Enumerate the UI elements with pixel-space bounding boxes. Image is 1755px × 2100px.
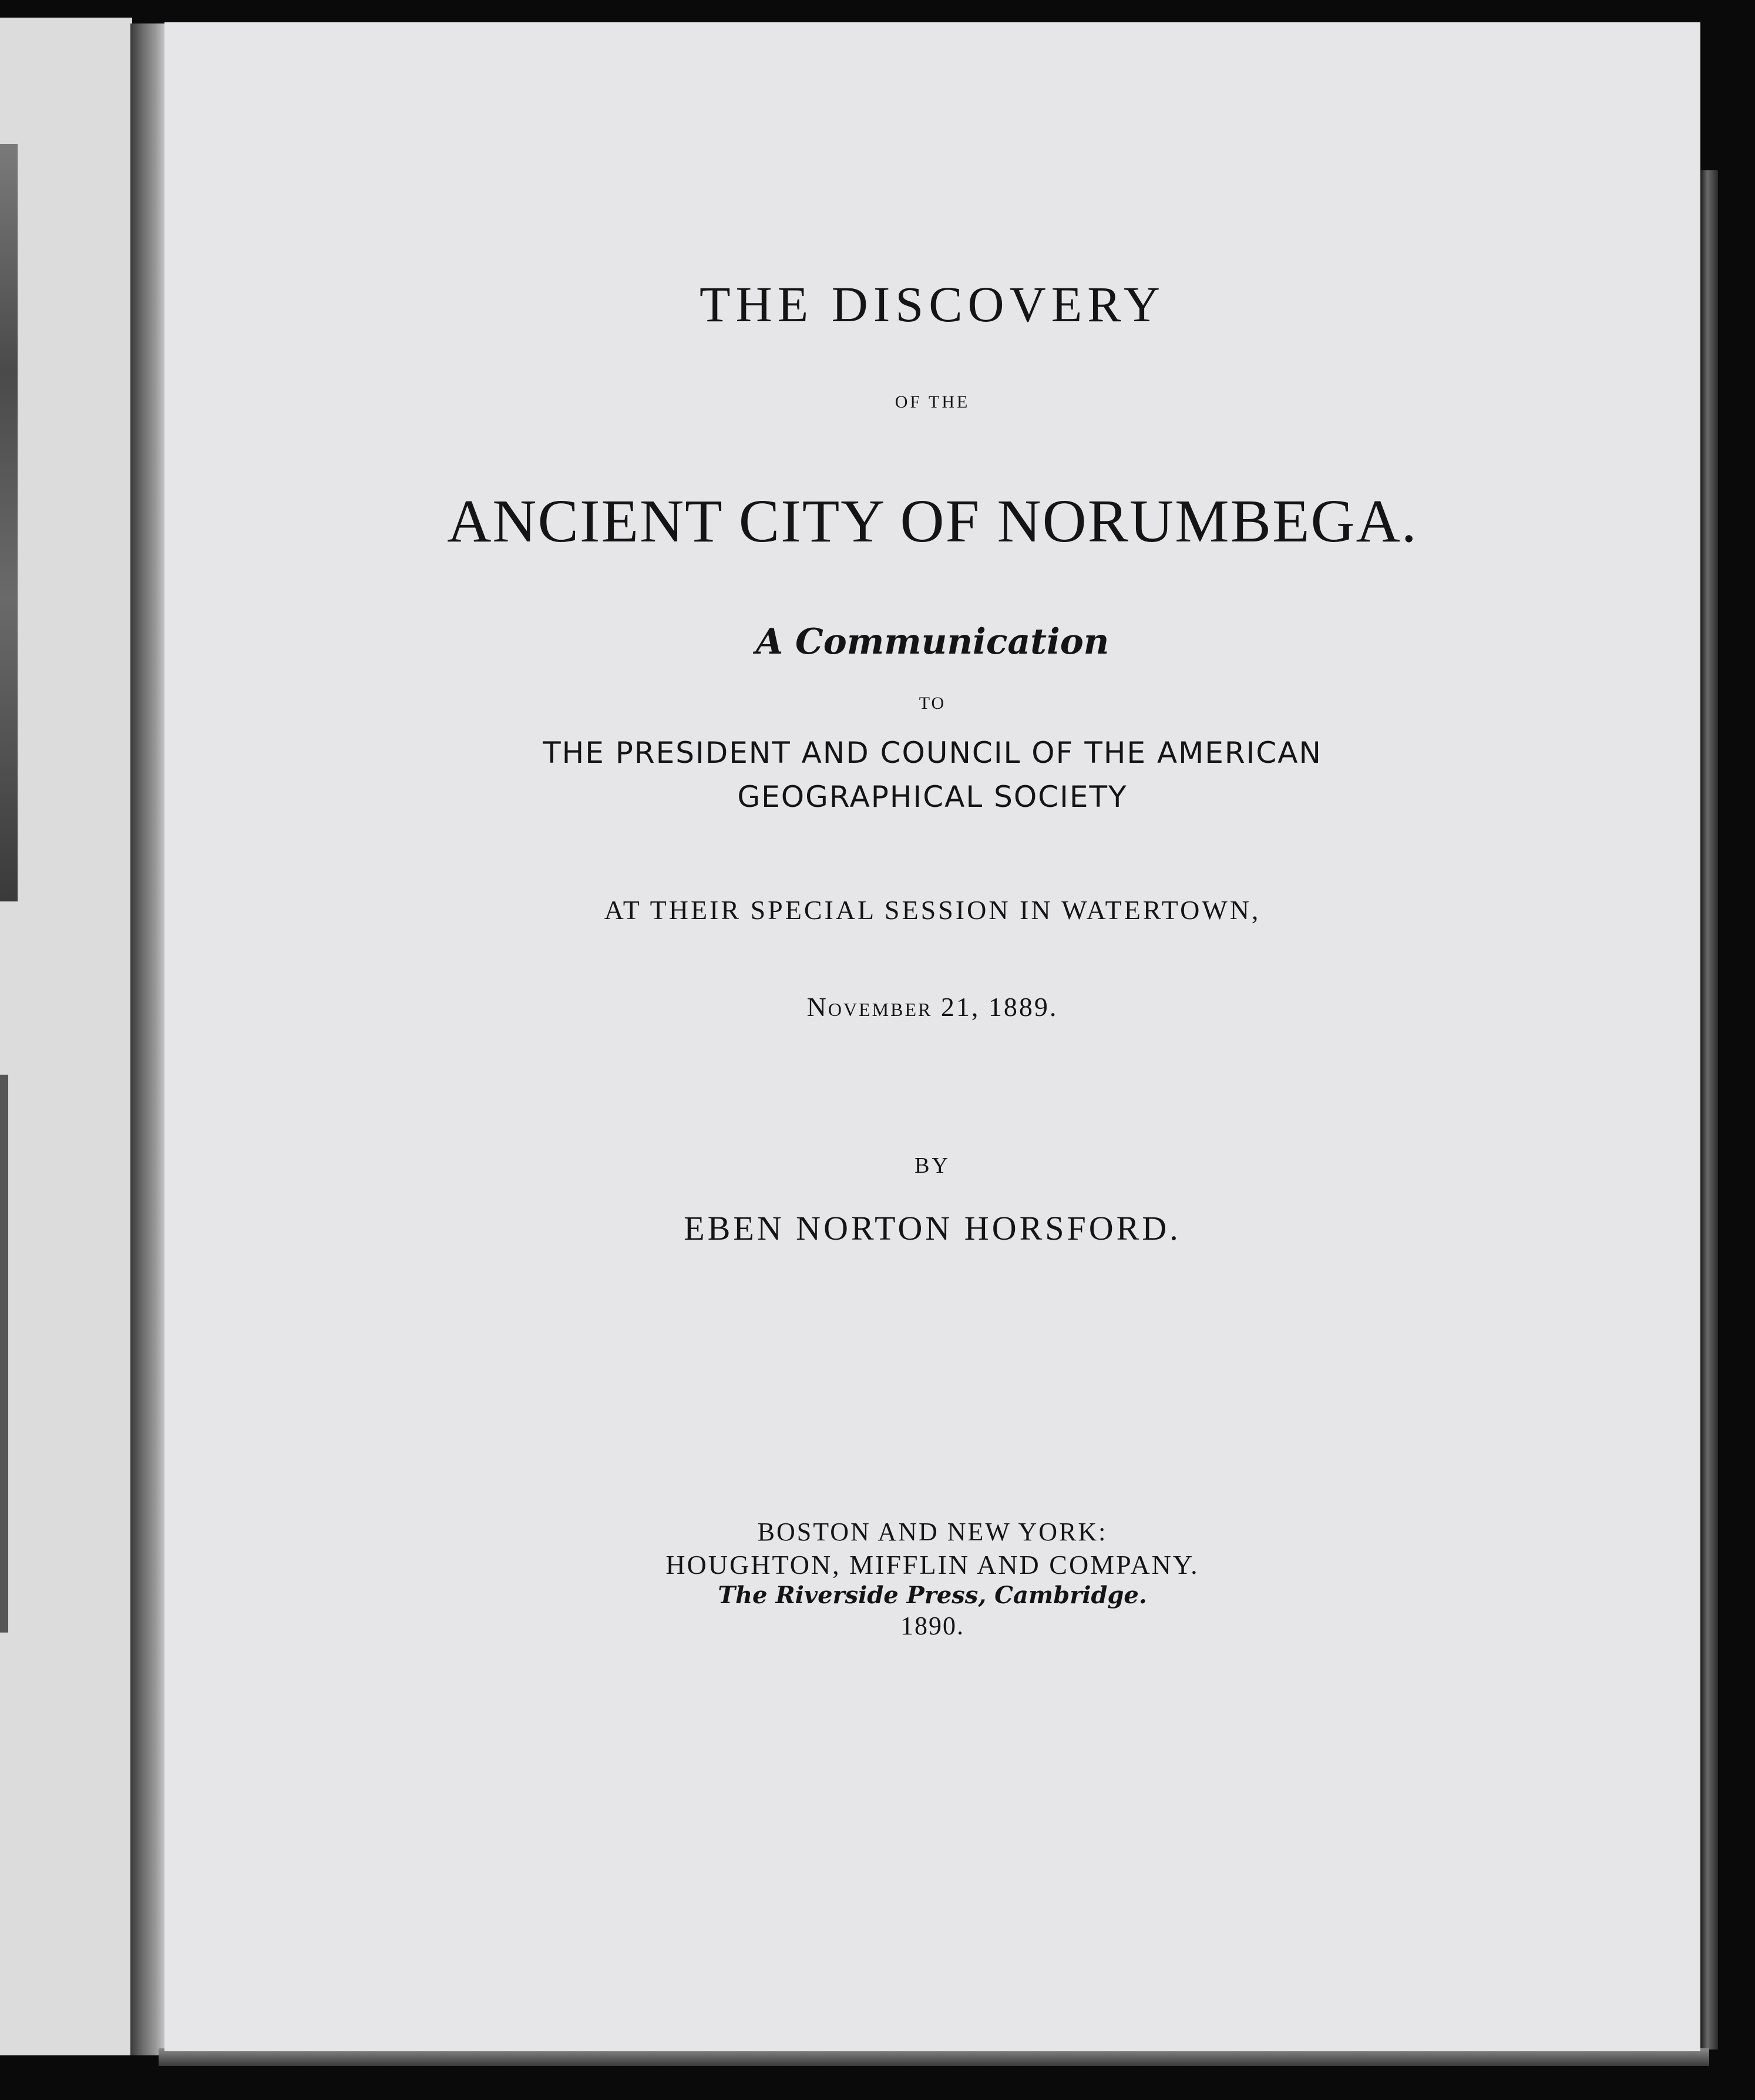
- imprint-publisher: HOUGHTON, MIFFLIN AND COMPANY.: [665, 1550, 1199, 1580]
- facing-page-plate: [0, 144, 18, 901]
- date-line: November 21, 1889.: [806, 992, 1058, 1022]
- author-name: EBEN NORTON HORSFORD.: [684, 1209, 1181, 1247]
- addressee-line-1: THE PRESIDENT AND COUNCIL OF THE AMERICAN: [543, 736, 1322, 770]
- facing-page: [0, 18, 132, 2055]
- title-line-2: ANCIENT CITY OF NORUMBEGA.: [447, 487, 1418, 555]
- session-line: AT THEIR SPECIAL SESSION IN WATERTOWN,: [604, 895, 1261, 925]
- book-gutter: [130, 23, 167, 2055]
- to-label: TO: [919, 694, 946, 713]
- facing-page-plate-lower: [0, 1075, 8, 1633]
- title-connector: OF THE: [895, 392, 970, 412]
- imprint-place: BOSTON AND NEW YORK:: [757, 1517, 1108, 1546]
- by-label: BY: [915, 1153, 950, 1178]
- title-page: [164, 22, 1700, 2051]
- communication-heading: A Communication: [755, 621, 1110, 662]
- page-edge-right: [1700, 170, 1718, 2049]
- imprint-year: 1890.: [900, 1611, 964, 1640]
- title-line-1: THE DISCOVERY: [699, 276, 1166, 332]
- imprint-press: The Riverside Press, Cambridge.: [718, 1581, 1147, 1609]
- addressee-line-2: GEOGRAPHICAL SOCIETY: [737, 780, 1128, 814]
